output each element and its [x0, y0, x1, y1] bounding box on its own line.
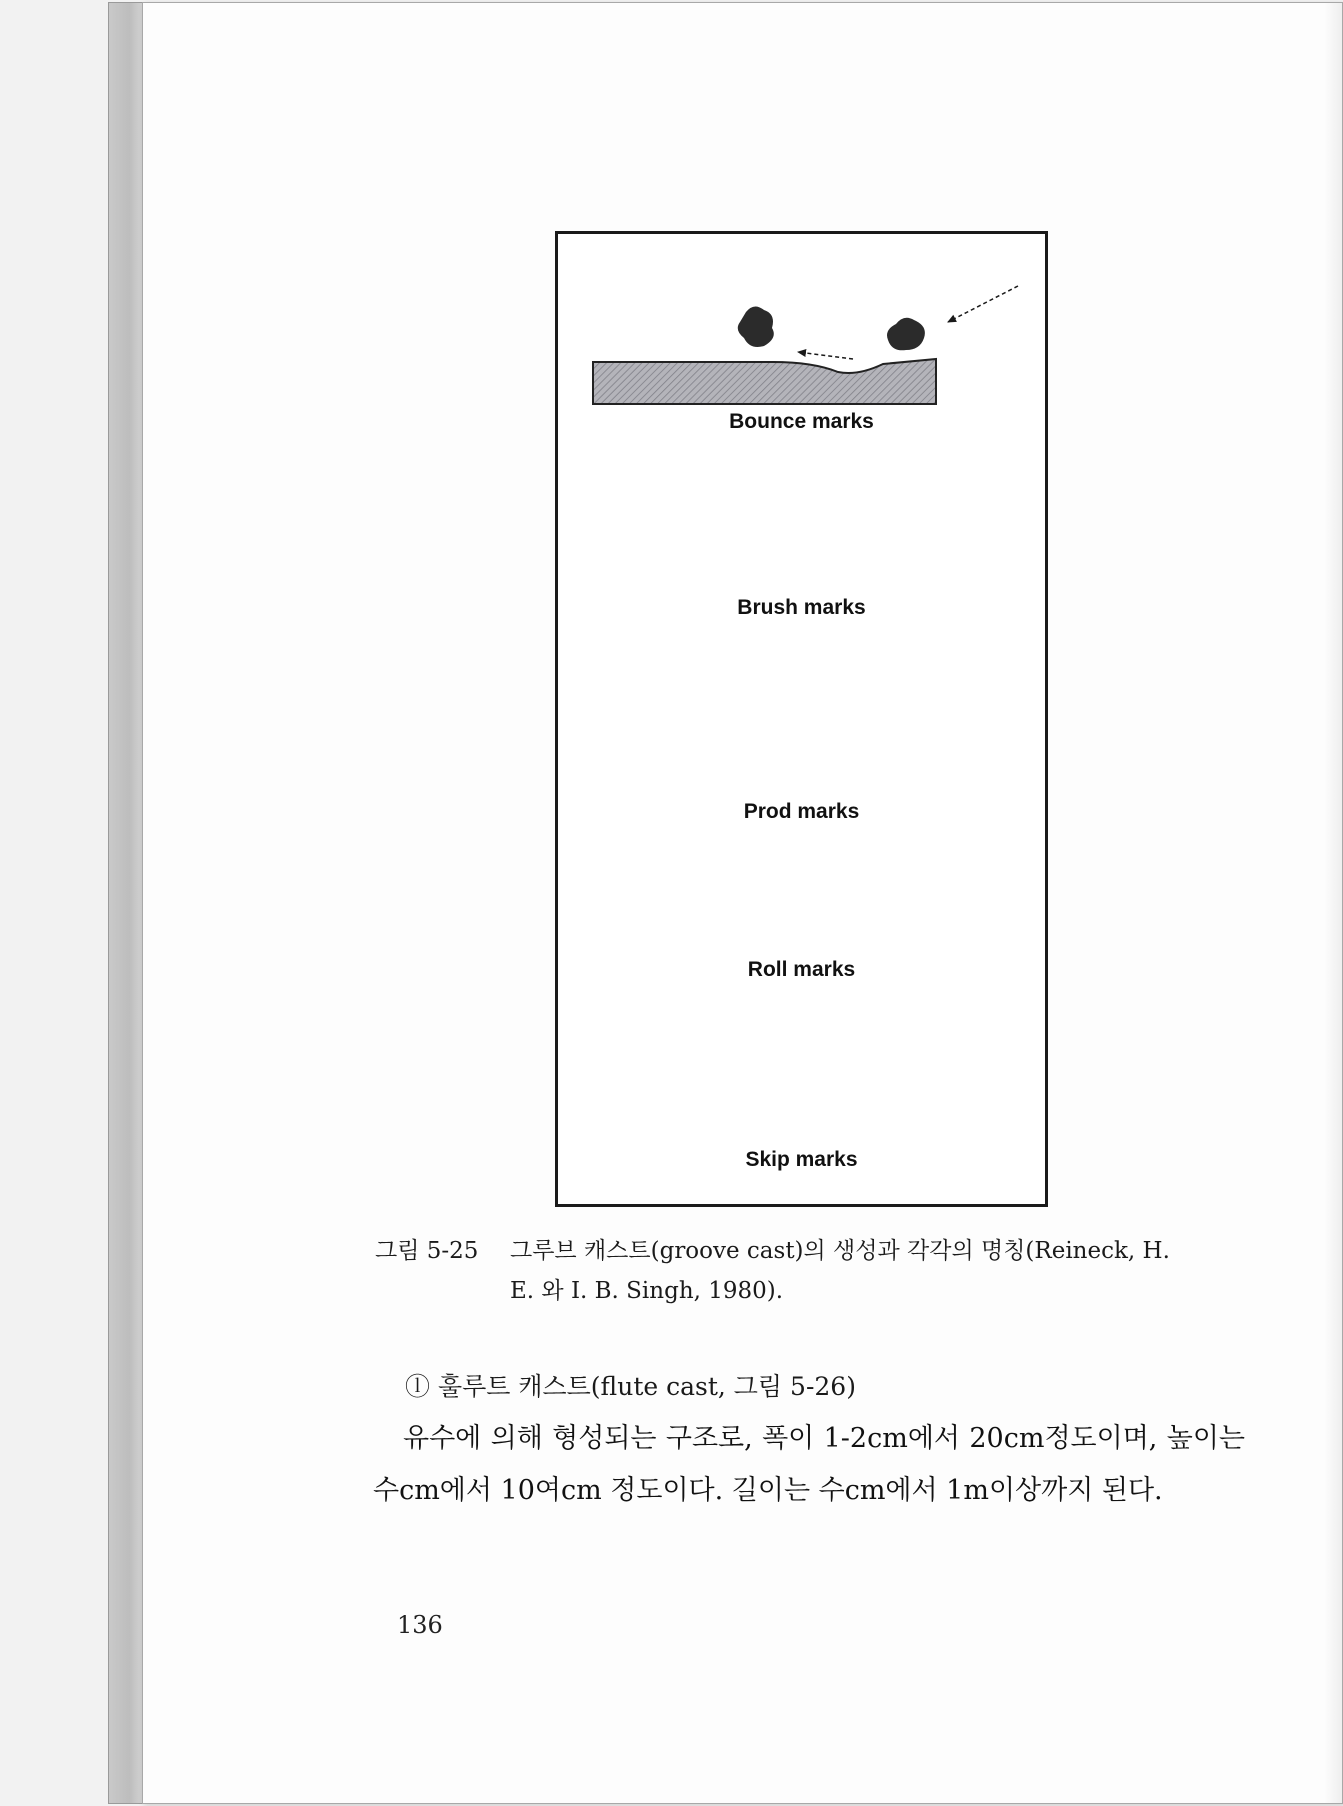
bounce-stone-2 [887, 318, 925, 351]
panel-label-bounce: Bounce marks [729, 410, 874, 433]
figure-illustration [558, 234, 1045, 1204]
page [142, 2, 1343, 1804]
page-edge-shadow [1324, 3, 1342, 1803]
body-paragraph [373, 1413, 1245, 1517]
book-spine [108, 2, 144, 1804]
bounce-arrow-1 [948, 286, 1018, 322]
body-text: 유수에 의해 형성되는 구조로, 폭이 1-2cm에서 20cm정도이며, 높이는 수cm에서 10여cm 정도이다. 길이는 수cm에서 1m이상까지 된다. [373, 1423, 1245, 1506]
caption-line-1 [375, 1231, 1275, 1271]
caption-number: 그림 5-25 [375, 1238, 479, 1264]
figure-groove-cast [555, 231, 1048, 1207]
panel-label-roll: Roll marks [747, 958, 856, 981]
section-subheading: ⓛ 훌루트 캐스트(flute cast, 그림 5-26) [405, 1372, 856, 1401]
caption-text-1: 그루브 캐스트(groove cast)의 생성과 각각의 명칭(Reineck, H. [510, 1238, 1170, 1264]
panel-label-prod: Prod marks [743, 800, 860, 823]
caption-line-2: E. 와 I. B. Singh, 1980). [510, 1278, 784, 1304]
page-number: 136 [397, 1611, 443, 1639]
panel-label-skip: Skip marks [745, 1148, 858, 1171]
panel-bounce-marks [593, 286, 1018, 404]
bounce-sediment-bed [593, 359, 936, 404]
book [108, 2, 1343, 1804]
figure-caption [375, 1231, 1275, 1311]
bounce-stone-1 [738, 306, 774, 347]
panel-label-brush: Brush marks [737, 596, 866, 619]
bounce-arrow-2 [798, 352, 853, 359]
